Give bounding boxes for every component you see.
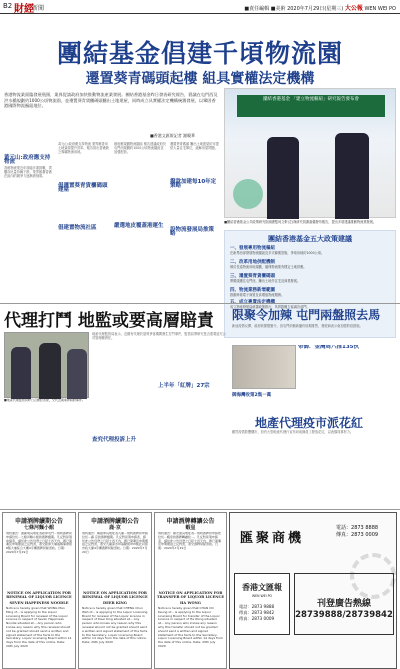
column-text: 香港物流業近年面臨多重挑戰，貨櫃吞吐量持續下跌，業界擔憂香港在區內的競爭力逐漸被削弱。 <box>4 166 52 178</box>
liquor-notice-ad <box>154 512 227 669</box>
main-headline: 團結基金倡建千頃物流園 <box>56 39 343 68</box>
story2-subhead: 查究代理投訴上升 <box>92 437 137 443</box>
proposal-item <box>230 259 392 269</box>
plant-decor <box>233 179 263 209</box>
photo-caption: ■團結香港基金公共政策研究院副總監何文軒(左)與研究員謝嘉儀發布報告，提出多項建議推動物流業發展。 <box>224 220 377 224</box>
story4-headline: 地產代理疫市派花紅 <box>255 416 364 430</box>
story-column <box>58 142 110 302</box>
proposal-head: 四、物流業務新增範圍 <box>230 288 275 293</box>
ad-en-sub: DEER KING <box>103 601 127 605</box>
brand-logo: 大公報 <box>344 5 363 12</box>
story3-headline: 限聚令加辣 屯門兩盤照去馬 <box>232 308 381 322</box>
speaker-figure <box>11 347 31 399</box>
story-subhead: 黃元山:政府應支持物流 <box>4 155 51 165</box>
ad-en-title: NOTICE ON APPLICATION FOR TRANSFER OF LIQUOR LICENCE <box>156 591 225 600</box>
ad-subtitle: 蝦皇 <box>185 525 196 531</box>
classified-contacts <box>336 525 378 539</box>
lead-paragraph: 香港物流業面臨發展瓶頸，業界促請政府加快推動物流產業發展。團結香港基金昨日發表研究報告，倡議在屯門西及洪水橋規劃約1000公頃物流園，並遷置葵青貨櫃碼頭騰出土地建屋，同時成立具實權法定機構統籌發展，以鞏固香港國際物流樞紐地位。 <box>4 92 218 108</box>
issue-date: 2020年7月29日(星期三) <box>287 6 344 12</box>
story-column <box>4 142 54 302</box>
story3-body: 新冠疫情反彈，政府收緊限聚令，但屯門兩個新盤仍如期推售，發展商表示會加強防疫措施。 <box>232 324 363 328</box>
fax-number: 2873 0009 <box>351 532 379 538</box>
story2-body <box>92 332 226 508</box>
divider <box>0 303 400 304</box>
main-story-body <box>4 142 219 302</box>
story-subhead: 嚴選地皮覆蓋港運生 <box>114 223 164 229</box>
proposal-body: 將碼頭遷往屯門西，騰出土地作住宅及商業發展。 <box>230 279 301 283</box>
story-subhead: 倡遷置葵青貨櫃碼頭建屋 <box>58 183 108 193</box>
hotline-numbers: 28739888/28739842 <box>295 610 393 620</box>
tel-label: 電話： <box>336 525 352 531</box>
divider <box>0 509 400 510</box>
ad-title: 申請酒牌續期公告 <box>14 518 63 525</box>
ad-hotline-box <box>294 573 394 635</box>
column-text: 黃元山:政府應支持物流 業界應善用土地資源提升效率，報告指出香港缺乏專屬物流用地。 <box>58 142 109 154</box>
newspaper-logo-box <box>234 573 290 635</box>
ad-en-title: NOTICE ON APPLICATION FOR RENEWAL OF LIQUOR LICENCE <box>82 591 148 600</box>
proposal-head: 三、遷置葵青貨櫃碼頭 <box>230 274 275 279</box>
ad-body: 現特通告：鄭振華其地址為九龍...現向酒牌局申請位於...鹿·京的酒牌續期。凡反對是項申請者，請於此公告刊登之日起十四天內，將已簽署及申明理由之反對書，寄交九龍深水埗基隆街333號北河街市政大廈4字樓酒牌局秘書收。日期：2020年7月29日 <box>82 532 148 554</box>
fax-label: 傳真： <box>336 532 352 538</box>
column-text: 港府應規劃物流園區 報告建議政府於屯門西規劃約1000公頃物流園區並加強配套。 <box>114 142 166 154</box>
brand-url: WEN WEI PO <box>364 6 396 12</box>
story2-text: 地產代理監管局表示，近期有代理於屋苑爭客期間發生打鬥事件，監管局將研究是否需要追究公司管理層責任。 <box>92 332 226 340</box>
press-conference-photo <box>224 88 396 218</box>
story-column <box>114 142 166 302</box>
liquor-notice-ad <box>2 512 76 669</box>
classified-title: 匯聚商機 <box>240 531 305 546</box>
story3-stat: 帝御．金灣周六推135伙 <box>298 345 359 350</box>
contact-line: 電話：2873 9888 <box>239 604 275 609</box>
speaker-figure <box>39 343 61 399</box>
proposal-body: 推動跨境電子商貿及高增值物流服務。 <box>230 293 285 297</box>
logo-text: 香港文匯報 <box>242 582 282 592</box>
contact-line: 傳真：2873 9842 <box>239 610 275 615</box>
classified-ad <box>229 512 397 669</box>
ad-en-title: NOTICE ON APPLICATION FOR RENEWAL OF LIQUOR LICENCE <box>6 591 72 600</box>
section-logo: 財經 <box>14 4 34 15</box>
editor-credit: ■責任編輯 ■美術 <box>244 6 286 12</box>
proposal-head: 一、發展專用物流樞紐 <box>230 246 275 251</box>
ad-en-body: Notice is hereby given that CHENG Chun Wah of... is applying to the Liquor Licensing Board for renewal of the Liquor Licence in respect of Deer King situated at... Any person who knows any reason why this renewal should not be granted should send a written and signed statement of the facts to the Secretary, Liquor Licensing Board within 14 days from the date of this notice. Date: 29th July 2020 <box>82 607 148 645</box>
header-meta <box>244 3 396 12</box>
proposal-body: 成立物流發展局統籌政策推行，具實際權力協調各部門。 <box>230 305 310 309</box>
section-name: 新聞 <box>32 5 45 12</box>
ad-subtitle: 鹿·京 <box>109 525 121 531</box>
tel-number: 2873 8888 <box>351 525 379 531</box>
column-text: 遷置葵青碼頭 騰出土地建屋約可提供大量住宅單位，緩解房屋問題。 <box>170 142 219 150</box>
speaker-figure <box>67 349 87 399</box>
proposal-head: 二、改革用地供配機制 <box>230 260 275 265</box>
proposal-body: 在新界西部發展物流園區及多式聯運設施，爭取用地約1000公頃。 <box>230 251 325 255</box>
logo-contacts <box>239 604 274 622</box>
speaker-figure <box>335 133 369 219</box>
proposal-item <box>230 287 392 297</box>
ad-body: 現特通告：陳志強其地址為...現向酒牌局申請把位於...蝦皇的酒牌轉讓給...。凡反對是項申請者，請於此公告刊登之日起十四天內，將已簽署及申明理由之反對書，寄交酒牌局秘書收。日期：2020年7月29日 <box>158 532 222 551</box>
ad-en-body: Notice is hereby given that WONG Man Ming of... is applying to the Liquor Licensing Board for renewal of the Liquor Licence in respect of Seven Happiness Noodle situated at... Any person who knows any reason why this renewal should not be granted should send a written and signed statement of the facts to the Secretary, Liquor Licensing Board within 14 days from the date of this notice. Date: 29th July 2020 <box>6 607 72 648</box>
speaker-figure <box>267 137 299 219</box>
page-number: B2 <box>3 2 13 10</box>
story-subhead: 倡建置物流社區 <box>58 225 97 231</box>
story2-headline: 代理打鬥 地監或要高層賠責 <box>4 311 214 331</box>
proposal-item <box>230 273 392 283</box>
story2-subhead: 上半年「紅牌」27宗 <box>158 383 210 389</box>
byline: ■香港文匯報記者 謝曉華 <box>150 133 196 138</box>
ad-title: 申請酒牌續期公告 <box>90 518 139 525</box>
development-photo <box>232 345 296 389</box>
main-subhead: 遷置葵青碼頭起樓 組具實權法定機構 <box>85 71 315 87</box>
ad-subtitle: 七條河麵小館 <box>23 525 54 531</box>
photo2-caption: ■地產代理監管局昨日召開記者會，交代近期業界糾紛事件。 <box>4 398 85 402</box>
story-subhead: 撥款加建每10年定策略 <box>170 179 217 189</box>
logo-en-text: WEN WEI PO <box>251 594 273 598</box>
ad-body: 現特通告：黃麗明其地址為新界屯門...現向酒牌局申請位於...七條河麵小館的酒牌續期。凡反對是項申請者，請於此公告刊登之日起十四天內，將已簽署及申明理由之反對書，寄交新界大埔墟鄉事會街8號大埔綜合大樓4字樓酒牌局秘書收。日期：2020年7月29日 <box>6 532 72 554</box>
story-subhead: 設物流發展局推策略 <box>170 227 215 237</box>
page-header <box>0 0 400 14</box>
proposal-body: 制訂長遠物流用地規劃，確保物流業有穩定土地供應。 <box>230 265 307 269</box>
ad-en-sub: HA WONG <box>180 601 201 605</box>
press-photo <box>4 332 89 398</box>
story4-body: 雖然疫情影響樓市，但有大型地產代理行宣布向前線員工發放花紅，以表揚同事努力。 <box>232 430 354 434</box>
ad-title: 申請酒牌轉讓公告 <box>166 518 215 525</box>
story3-subhead: 御海灣收第2集一萬 <box>232 393 272 398</box>
liquor-notice-ad <box>78 512 152 669</box>
proposals-title: 團結香港基金五大政策建議 <box>268 234 352 243</box>
ad-en-body: Notice is hereby given that CHAN Chi Keung of... is applying to the Liquor Licensing Board for transfer of the Liquor Licence in respect of Ha Wong situated at... Any person who knows any reason why this transfer should not be granted should send a written and signed statement of the facts to the Secretary, Liquor Licensing Board within 14 days from the date of this notice. Date: 29th July 2020 <box>158 607 223 648</box>
proposal-item <box>230 245 392 255</box>
event-banner: 團結香港基金 「建立物流樞紐」研究報告發布會 <box>237 95 385 117</box>
story3-side <box>298 345 396 405</box>
contact-line: 傳真：2873 0009 <box>239 616 275 621</box>
ad-en-sub: SEVEN HAPPINESS NOODLE <box>9 601 69 605</box>
story-column <box>170 142 219 302</box>
hotline-title: 刊登廣告熱線 <box>316 599 371 609</box>
